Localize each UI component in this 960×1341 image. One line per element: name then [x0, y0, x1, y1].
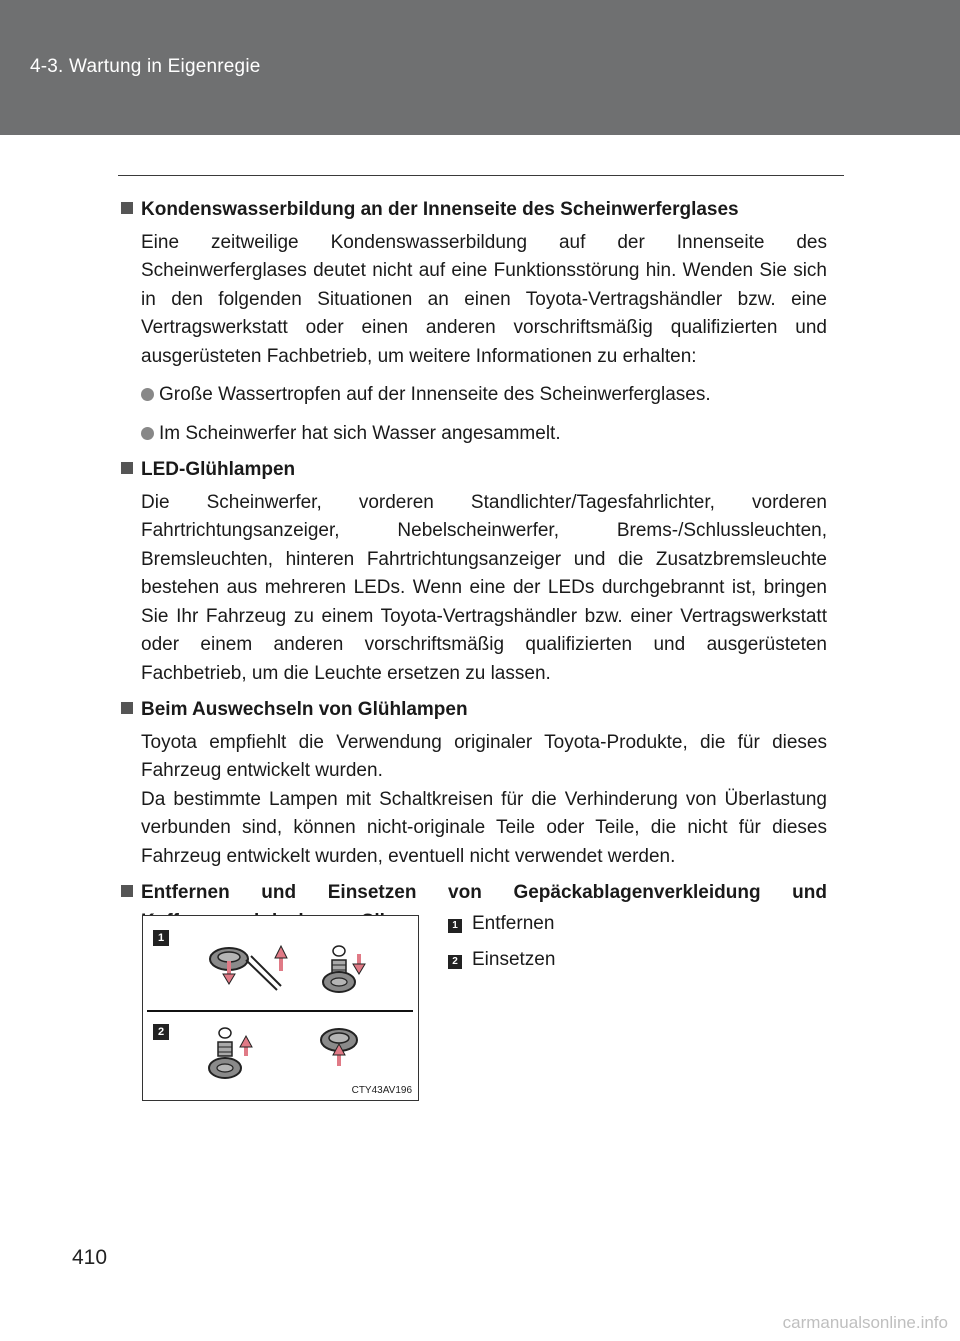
paragraph: Die Scheinwerfer, vorderen Standlichter/Tagesfahrlichter, vorderen Fahrtrichtungsanzeiger, Nebelscheinwerfer, Brems-/Schlussleuchten, Bremsleuchten, hinteren Fahrtrichtungsanzeiger und die Zusatzbremsleuchte bestehen aus mehreren LEDs. Wenn eine der LEDs durchgebrannt ist, bringen Sie Ihr Fahrzeug zu einem Toyota-Vertragshändler bzw. einer Vertragswerkstatt oder einem anderen vorschriftsmäßig qualifizierten und ausgerüsteten Fachbetrieb, um die Leuchte ersetzen zu lassen. [141, 491, 827, 684]
page-number: 410 [72, 1246, 108, 1269]
square-bullet-icon [121, 202, 133, 214]
main-content [121, 196, 827, 936]
arrow-icon [240, 1036, 252, 1056]
page-header [0, 0, 960, 135]
section-title: 4-3. Wartung in Eigenregie [30, 56, 261, 77]
legend-badge: 1 [448, 919, 462, 933]
legend-item: 2 Einsetzen [448, 946, 555, 974]
figure-code: CTY43AV196 [351, 1085, 412, 1096]
section-heading: Beim Auswechseln von Glühlampen [121, 696, 827, 725]
square-bullet-icon [121, 885, 133, 897]
legend-badge: 2 [448, 955, 462, 969]
paragraph: Toyota empfiehlt die Verwendung originaler Toyota-Produkte, die für dieses Fahrzeug entwickelt wurden. [141, 731, 827, 781]
clip-icon [323, 960, 355, 992]
square-bullet-icon [121, 702, 133, 714]
figure-badge-2: 2 [153, 1024, 169, 1040]
figure-divider [147, 1010, 413, 1012]
section-heading: Kondenswasserbildung an der Innenseite des Scheinwerferglases [121, 196, 827, 225]
top-rule [118, 175, 844, 176]
paragraph: Eine zeitweilige Kondenswasserbildung auf der Innenseite des Scheinwerferglases deutet nicht auf eine Funktionsstörung hin. Wenden Sie sich in den folgenden Situationen an einen Toyota-Vertragshändler bzw. eine Vertragswerkstatt oder einen anderen vorschriftsmäßig qualifizierten und ausgerüsteten Fachbetrieb, um weitere Informationen zu erhalten: [141, 231, 827, 367]
clip-figure [142, 915, 419, 1101]
section-heading: Entfernen und Einsetzen von Gepäckablagenverkleidung und [121, 879, 827, 936]
arrow-icon [353, 954, 365, 974]
square-bullet-icon [121, 462, 133, 474]
list-item: Große Wassertropfen auf der Innenseite des Scheinwerferglases. [141, 381, 827, 410]
section-heading: LED-Glühlampen [121, 456, 827, 485]
figure-legend [448, 910, 555, 982]
round-bullet-icon [141, 388, 154, 401]
legend-item: 1 Entfernen [448, 910, 555, 938]
paragraph: Da bestimmte Lampen mit Schaltkreisen für die Verhinderung von Überlastung verbunden sind, können nicht-originale Teile oder Teile, die nicht für dieses Fahrzeug entwickelt wurden, eventuell nicht verwendet werden. [141, 788, 827, 867]
figure-badge-1: 1 [153, 930, 169, 946]
clip-icon [209, 1042, 241, 1078]
list-item: Im Scheinwerfer hat sich Wasser angesammelt. [141, 420, 827, 449]
watermark: carmanualsonline.info [782, 1313, 948, 1332]
round-bullet-icon [141, 427, 154, 440]
clip-illustration [143, 916, 418, 1100]
